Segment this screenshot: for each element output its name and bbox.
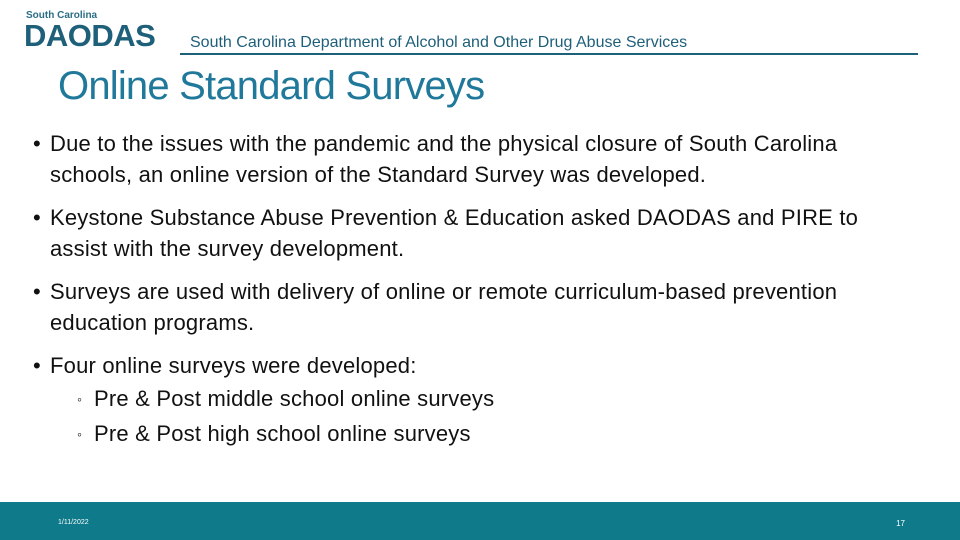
bullet-dot-icon: • bbox=[33, 205, 41, 230]
sub-bullet-text: Pre & Post middle school online surveys bbox=[94, 386, 495, 411]
department-name: South Carolina Department of Alcohol and Other Drug Abuse Services bbox=[190, 34, 688, 51]
sub-bullet-list bbox=[50, 383, 910, 449]
bullet-dot-icon: • bbox=[33, 131, 41, 156]
bullet-text: Keystone Substance Abuse Prevention & Education asked DAODAS and PIRE to assist with the survey development. bbox=[50, 205, 859, 261]
bullet-item bbox=[30, 202, 910, 264]
bullet-item bbox=[30, 350, 910, 449]
bullet-text: Surveys are used with delivery of online or remote curriculum-based prevention education programs. bbox=[50, 279, 838, 335]
page-number: 17 bbox=[896, 519, 905, 528]
footer-bar bbox=[0, 502, 960, 540]
bullet-text: Due to the issues with the pandemic and the physical closure of South Carolina schools, an online version of the Standard Survey was developed. bbox=[50, 131, 838, 187]
bullet-dot-icon: • bbox=[33, 279, 41, 304]
bullet-item bbox=[30, 276, 910, 338]
slide-body bbox=[30, 128, 910, 461]
slide-title: Online Standard Surveys bbox=[58, 64, 485, 108]
bullet-text: Four online surveys were developed: bbox=[50, 353, 417, 378]
logo-state-text: South Carolina bbox=[26, 10, 98, 21]
header-divider bbox=[180, 53, 918, 55]
sub-bullet-item bbox=[50, 383, 910, 414]
logo-daodas: DAODAS bbox=[24, 18, 156, 53]
sub-bullet-item bbox=[50, 418, 910, 449]
footer-date: 1/11/2022 bbox=[58, 519, 89, 526]
sub-bullet-ring-icon: ◦ bbox=[77, 391, 83, 407]
bullet-dot-icon: • bbox=[33, 353, 41, 378]
sub-bullet-text: Pre & Post high school online surveys bbox=[94, 421, 471, 446]
sub-bullet-ring-icon: ◦ bbox=[77, 426, 83, 442]
bullet-item bbox=[30, 128, 910, 190]
